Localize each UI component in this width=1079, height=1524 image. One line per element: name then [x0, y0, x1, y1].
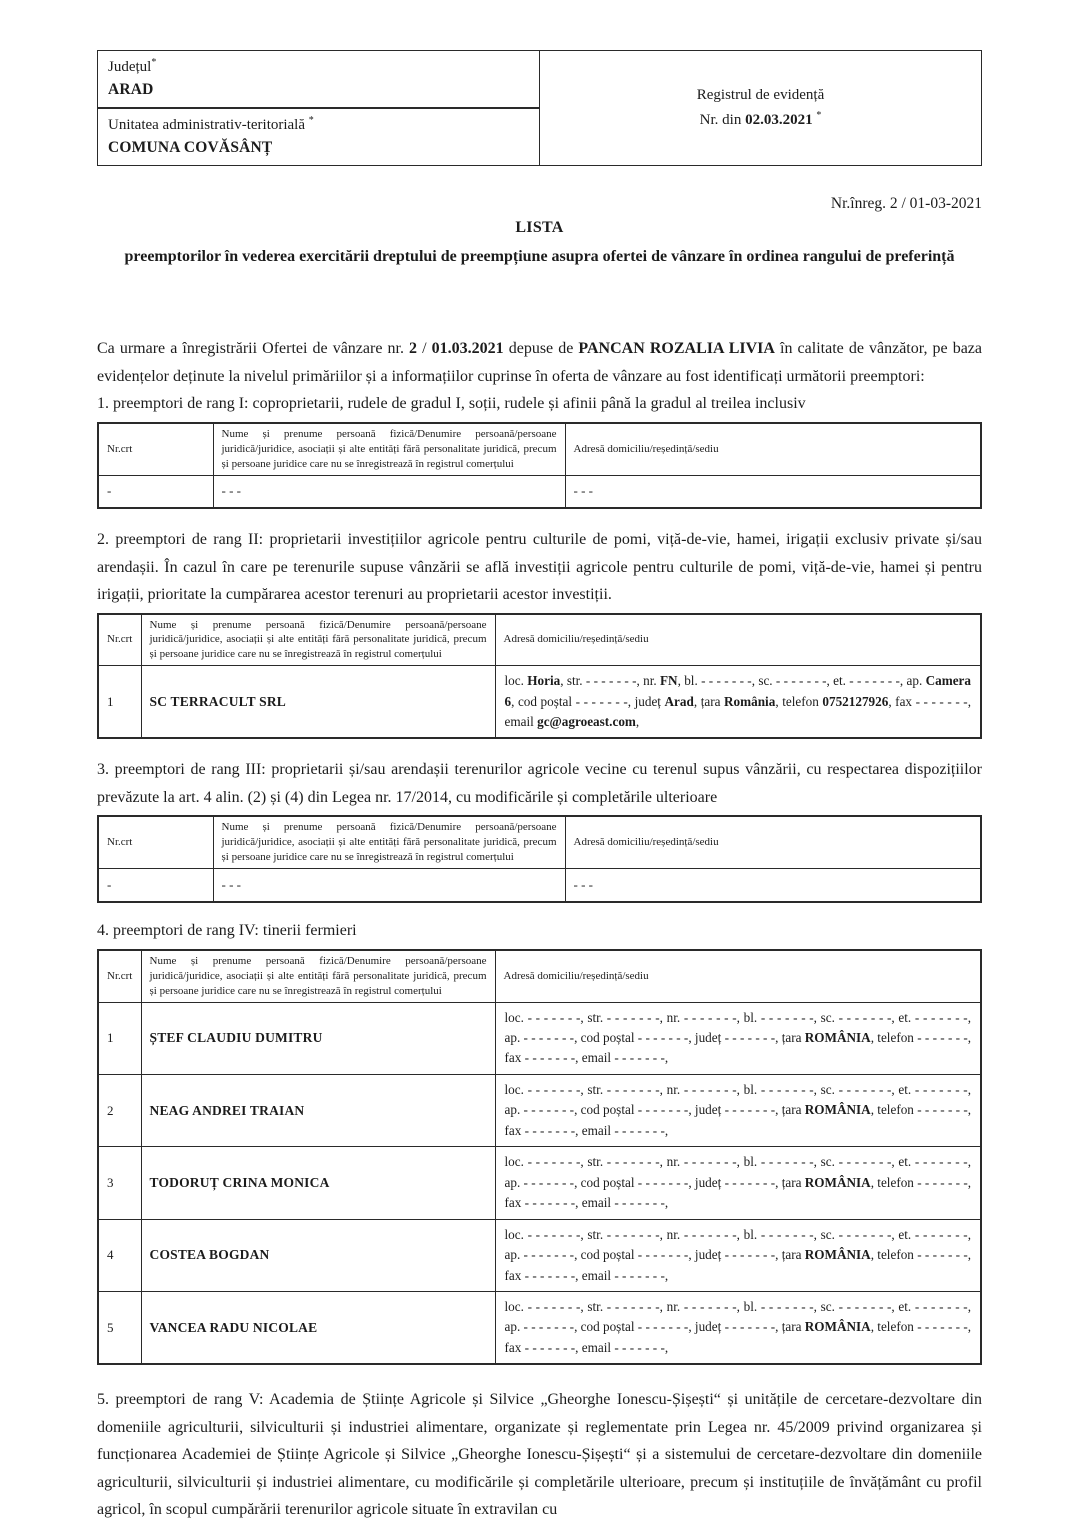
rank2-table — [97, 613, 982, 740]
rank4-table — [97, 949, 982, 1365]
rank4-table-header-row — [98, 950, 981, 1002]
column-header-address: Adresă domiciliu/reședință/sediu — [565, 816, 981, 868]
registry-asterisk: * — [816, 110, 822, 122]
rank4-row-5 — [98, 1292, 981, 1365]
rank2-row-terracult — [98, 666, 981, 739]
name-cell: NEAG ANDREI TRAIAN — [141, 1074, 495, 1146]
rank2-table-header-row — [98, 614, 981, 666]
rank2-heading: 2. preemptori de rang II: proprietarii investițiilor agricole pentru culturile de pomi, viță-de-vie, hamei, irigații exclusiv private și/sau arendașii. În cazul în care pe terenurile supuse vânzării se află investiții agricole pentru culturile de pomi, viță-de-vie, hamei și pentru irigații, prioritate la cumpărarea acestor terenuri au proprietarii acestor investiții. — [97, 531, 982, 604]
address-cell: - - - — [565, 869, 981, 902]
address-cell: loc. Horia, str. - - - - - - -, nr. FN, bl. - - - - - - -, sc. - - - - - - -, et. - - - - - - -, ap. Camera 6, cod poștal - - - - - - -, județ Arad, țara România, telefon 0752127926, fax - - - - - - -, email gc@agroeast.com, — [495, 666, 981, 739]
registry-number: Nr. din 02.03.2021 * — [699, 110, 822, 129]
column-header-name: Nume și prenume persoană fizică/Denumire persoană/persoane juridică/juridice, asociații și alte entități fără personalitate juridică, precum și persoane juridice care nu se înregistrează în registrul comerțului — [141, 614, 495, 666]
rank4-row-4 — [98, 1219, 981, 1291]
name-cell: ȘTEF CLAUDIU DUMITRU — [141, 1002, 495, 1074]
nr-cell: 5 — [98, 1292, 141, 1365]
rank3-table — [97, 815, 982, 902]
column-header-address: Adresă domiciliu/reședință/sediu — [495, 950, 981, 1002]
county-label: Județul* — [108, 57, 157, 75]
name-cell: - - - — [213, 869, 565, 902]
registry-title: Registrul de evidență — [696, 87, 825, 104]
name-cell: COSTEA BOGDAN — [141, 1219, 495, 1291]
address-cell: loc. - - - - - - -, str. - - - - - - -, nr. - - - - - - -, bl. - - - - - - -, sc. - - - - - - -, et. - - - - - - -, ap. - - - - - - -, cod poștal - - - - - - -, județ - - - - - - -, țara ROMÂNIA, telefon - - - - - - -, fax - - - - - - -, email - - - - - - -, — [495, 1002, 981, 1074]
column-header-name: Nume și prenume persoană fizică/Denumire persoană/persoane juridică/juridice, asociații și alte entități fără personalitate juridică, precum și persoane juridice care nu se înregistrează în registrul comerțului — [213, 423, 565, 475]
page-subtitle: preemptorilor în vederea exercitării dreptului de preempțiune asupra ofertei de vânzare în ordinea rangului de preferință — [124, 248, 955, 266]
county-asterisk: * — [151, 57, 157, 68]
address-cell: loc. - - - - - - -, str. - - - - - - -, nr. - - - - - - -, bl. - - - - - - -, sc. - - - - - - -, et. - - - - - - -, ap. - - - - - - -, cod poștal - - - - - - -, județ - - - - - - -, țara ROMÂNIA, telefon - - - - - - -, fax - - - - - - -, email - - - - - - -, — [495, 1074, 981, 1146]
uat-asterisk: * — [308, 115, 314, 127]
nr-cell: 1 — [98, 666, 141, 739]
page-title: LISTA — [515, 219, 564, 237]
header-box — [97, 50, 982, 166]
registration-number-line: Nr.înreg. 2 / 01-03-2021 — [830, 195, 982, 213]
address-cell: loc. - - - - - - -, str. - - - - - - -, nr. - - - - - - -, bl. - - - - - - -, sc. - - - - - - -, et. - - - - - - -, ap. - - - - - - -, cod poștal - - - - - - -, județ - - - - - - -, țara ROMÂNIA, telefon - - - - - - -, fax - - - - - - -, email - - - - - - -, — [495, 1219, 981, 1291]
address-cell: - - - — [565, 475, 981, 508]
rank1-heading: 1. preemptori de rang I: coproprietarii, rudele de gradul I, soții, rudele și afinii până la gradul al treilea inclusiv — [97, 395, 806, 413]
address-cell: loc. - - - - - - -, str. - - - - - - -, nr. - - - - - - -, bl. - - - - - - -, sc. - - - - - - -, et. - - - - - - -, ap. - - - - - - -, cod poștal - - - - - - -, județ - - - - - - -, țara ROMÂNIA, telefon - - - - - - -, fax - - - - - - -, email - - - - - - -, — [495, 1292, 981, 1365]
nr-cell: 1 — [98, 1002, 141, 1074]
nr-cell: 4 — [98, 1219, 141, 1291]
column-header-nr: Nr.crt — [98, 816, 213, 868]
nr-cell: - — [98, 869, 213, 902]
rank4-heading: 4. preemptori de rang IV: tinerii fermieri — [97, 921, 357, 939]
registry-box — [540, 50, 982, 166]
uat-label: Unitatea administrativ-teritorială * — [108, 115, 314, 134]
county-value: ARAD — [108, 80, 154, 98]
column-header-nr: Nr.crt — [98, 950, 141, 1002]
name-cell: TODORUȚ CRINA MONICA — [141, 1147, 495, 1219]
rank4-row-3 — [98, 1147, 981, 1219]
name-cell: SC TERRACULT SRL — [141, 666, 495, 739]
nr-cell: - — [98, 475, 213, 508]
intro-paragraph: Ca urmare a înregistrării Ofertei de vânzare nr. 2 / 01.03.2021 depuse de PANCAN ROZALIA LIVIA în calitate de vânzător, pe baza evidențelor deținute la nivelul primăriilor și a informațiilor cuprinse în oferta de vânzare au fost identificați următorii preemptori: — [97, 340, 982, 385]
column-header-address: Adresă domiciliu/reședință/sediu — [495, 614, 981, 666]
nr-cell: 3 — [98, 1147, 141, 1219]
uat-value: COMUNA COVĂSÂNȚ — [108, 138, 273, 156]
column-header-name: Nume și prenume persoană fizică/Denumire persoană/persoane juridică/juridice, asociații și alte entități fără personalitate juridică, precum și persoane juridice care nu se înregistrează în registrul comerțului — [141, 950, 495, 1002]
rank1-table — [97, 422, 982, 509]
rank3-table-header-row — [98, 816, 981, 868]
rank1-table-header-row — [98, 423, 981, 475]
rank4-row-1 — [98, 1002, 981, 1074]
name-cell: VANCEA RADU NICOLAE — [141, 1292, 495, 1365]
uat-cell — [97, 107, 540, 166]
header-left-column — [97, 50, 540, 166]
rank3-heading: 3. preemptori de rang III: proprietarii și/sau arendașii terenurilor agricole vecine cu terenul supus vânzării, cu respectarea dispozițiilor prevăzute la art. 4 alin. (2) și (4) din Legea nr. 17/2014, cu modificările și completările ulterioare — [97, 761, 982, 806]
rank1-empty-row — [98, 475, 981, 508]
rank4-row-2 — [98, 1074, 981, 1146]
column-header-nr: Nr.crt — [98, 423, 213, 475]
county-cell — [97, 50, 540, 108]
rank5-heading: 5. preemptori de rang V: Academia de Științe Agricole și Silvice „Gheorghe Ionescu-Șișești“ și unitățile de cercetare-dezvoltare din domeniile agriculturii, silviculturii și industriei alimentare, organizate și reglementate prin Legea nr. 45/2009 privind organizarea și funcționarea Academiei de Științe Agricole și Silvice „Gheorghe Ionescu-Șișești“ și a sistemului de cercetare-dezvoltare din domeniile agriculturii, silviculturii și industriei alimentare, cu modificările și completările ulterioare, precum și instituțiile de învățământ cu profil agricol, în scopul cumpărării terenurilor agricole situate în extravilan cu — [97, 1391, 982, 1519]
column-header-address: Adresă domiciliu/reședință/sediu — [565, 423, 981, 475]
address-cell: loc. - - - - - - -, str. - - - - - - -, nr. - - - - - - -, bl. - - - - - - -, sc. - - - - - - -, et. - - - - - - -, ap. - - - - - - -, cod poștal - - - - - - -, județ - - - - - - -, țara ROMÂNIA, telefon - - - - - - -, fax - - - - - - -, email - - - - - - -, — [495, 1147, 981, 1219]
name-cell: - - - — [213, 475, 565, 508]
nr-cell: 2 — [98, 1074, 141, 1146]
column-header-name: Nume și prenume persoană fizică/Denumire persoană/persoane juridică/juridice, asociații și alte entități fără personalitate juridică, precum și persoane juridice care nu se înregistrează în registrul comerțului — [213, 816, 565, 868]
rank3-empty-row — [98, 869, 981, 902]
column-header-nr: Nr.crt — [98, 614, 141, 666]
